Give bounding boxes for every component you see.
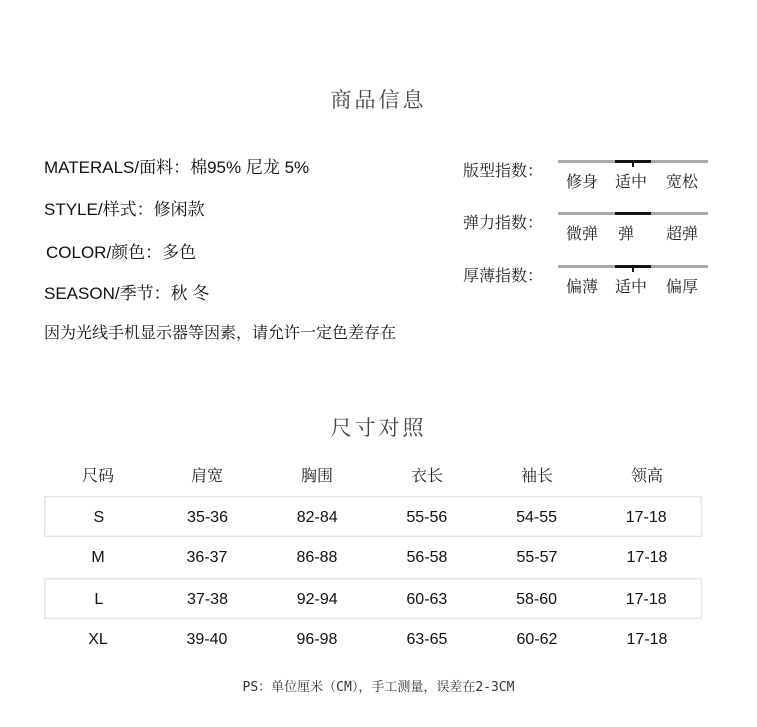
- fit-index-label: 版型指数：: [463, 161, 544, 180]
- fit-index-bar: [558, 160, 708, 163]
- stretch-index: [463, 210, 723, 250]
- table-row: [44, 619, 702, 660]
- size-chart-title: 尺寸对照: [330, 416, 427, 440]
- length-cell: 60-63: [406, 591, 448, 608]
- style-line: [44, 195, 205, 220]
- measurement-note: PS：单位厘米（CM），手工测量，误差在2-3CM: [242, 680, 515, 695]
- fit-index-tick: [632, 162, 634, 167]
- sleeve-cell: 55-57: [516, 549, 558, 566]
- thickness-option-thin: 偏薄: [566, 277, 599, 296]
- size-cell: XL: [88, 631, 108, 648]
- material-label: MATERALS/面料：棉95% 尼龙 5%: [44, 158, 310, 177]
- chest-cell: 96-98: [296, 631, 338, 648]
- sleeve-cell: 58-60: [516, 591, 557, 608]
- length-cell: 56-58: [406, 549, 448, 566]
- style-label: STYLE/样式：修闲款: [44, 200, 205, 219]
- header-size: 尺码: [81, 466, 114, 485]
- color-line: [46, 238, 196, 263]
- fit-option-regular: 适中: [615, 172, 648, 191]
- header-collar: 领高: [630, 466, 663, 485]
- thickness-index: [463, 263, 723, 303]
- thickness-option-thick: 偏厚: [666, 277, 699, 296]
- header-chest: 胸围: [300, 466, 333, 485]
- season-line: [44, 279, 209, 304]
- header-length: 衣长: [410, 466, 443, 485]
- fit-option-slim: 修身: [566, 172, 599, 191]
- stretch-index-marker: [615, 212, 651, 215]
- color-difference-note: [44, 320, 396, 343]
- sleeve-cell: 54-55: [516, 509, 557, 526]
- table-row: [44, 578, 702, 619]
- color-label: COLOR/颜色：多色: [46, 243, 197, 262]
- material-line: [44, 153, 309, 178]
- size-table-header: [44, 456, 702, 496]
- header-sleeve: 袖长: [520, 466, 553, 485]
- stretch-option-slight: 微弹: [566, 224, 599, 243]
- size-table: [44, 456, 702, 660]
- length-cell: 63-65: [406, 631, 448, 648]
- size-cell: L: [94, 591, 104, 608]
- chest-cell: 86-88: [296, 549, 338, 566]
- table-row: [44, 537, 702, 578]
- fit-index: [463, 158, 723, 198]
- header-shoulder: 肩宽: [190, 466, 223, 485]
- size-cell: M: [91, 549, 105, 566]
- collar-cell: 17-18: [625, 591, 667, 608]
- collar-cell: 17-18: [626, 549, 668, 566]
- thickness-index-bar: [558, 265, 708, 268]
- shoulder-cell: 35-36: [187, 509, 228, 526]
- color-difference-text: 因为光线手机显示器等因素，请允许一定色差存在: [44, 323, 397, 342]
- stretch-option-stretch: 弹: [618, 224, 635, 243]
- chest-cell: 92-94: [296, 591, 338, 608]
- stretch-index-bar: [558, 212, 708, 215]
- stretch-index-label: 弹力指数：: [463, 213, 544, 232]
- thickness-index-tick: [632, 267, 634, 272]
- sleeve-cell: 60-62: [516, 631, 558, 648]
- length-cell: 55-56: [406, 509, 448, 526]
- chest-cell: 82-84: [296, 509, 338, 526]
- table-row: [44, 496, 702, 537]
- collar-cell: 17-18: [625, 509, 667, 526]
- thickness-option-medium: 适中: [615, 277, 648, 296]
- size-cell: S: [93, 509, 105, 526]
- shoulder-cell: 36-37: [186, 549, 228, 566]
- collar-cell: 17-18: [626, 631, 668, 648]
- fit-option-loose: 宽松: [666, 172, 699, 191]
- stretch-option-super: 超弹: [666, 224, 699, 243]
- shoulder-cell: 39-40: [186, 631, 228, 648]
- thickness-index-label: 厚薄指数：: [463, 266, 544, 285]
- season-label: SEASON/季节：秋 冬: [44, 284, 210, 303]
- shoulder-cell: 37-38: [187, 591, 228, 608]
- product-info-title: 商品信息: [330, 88, 427, 112]
